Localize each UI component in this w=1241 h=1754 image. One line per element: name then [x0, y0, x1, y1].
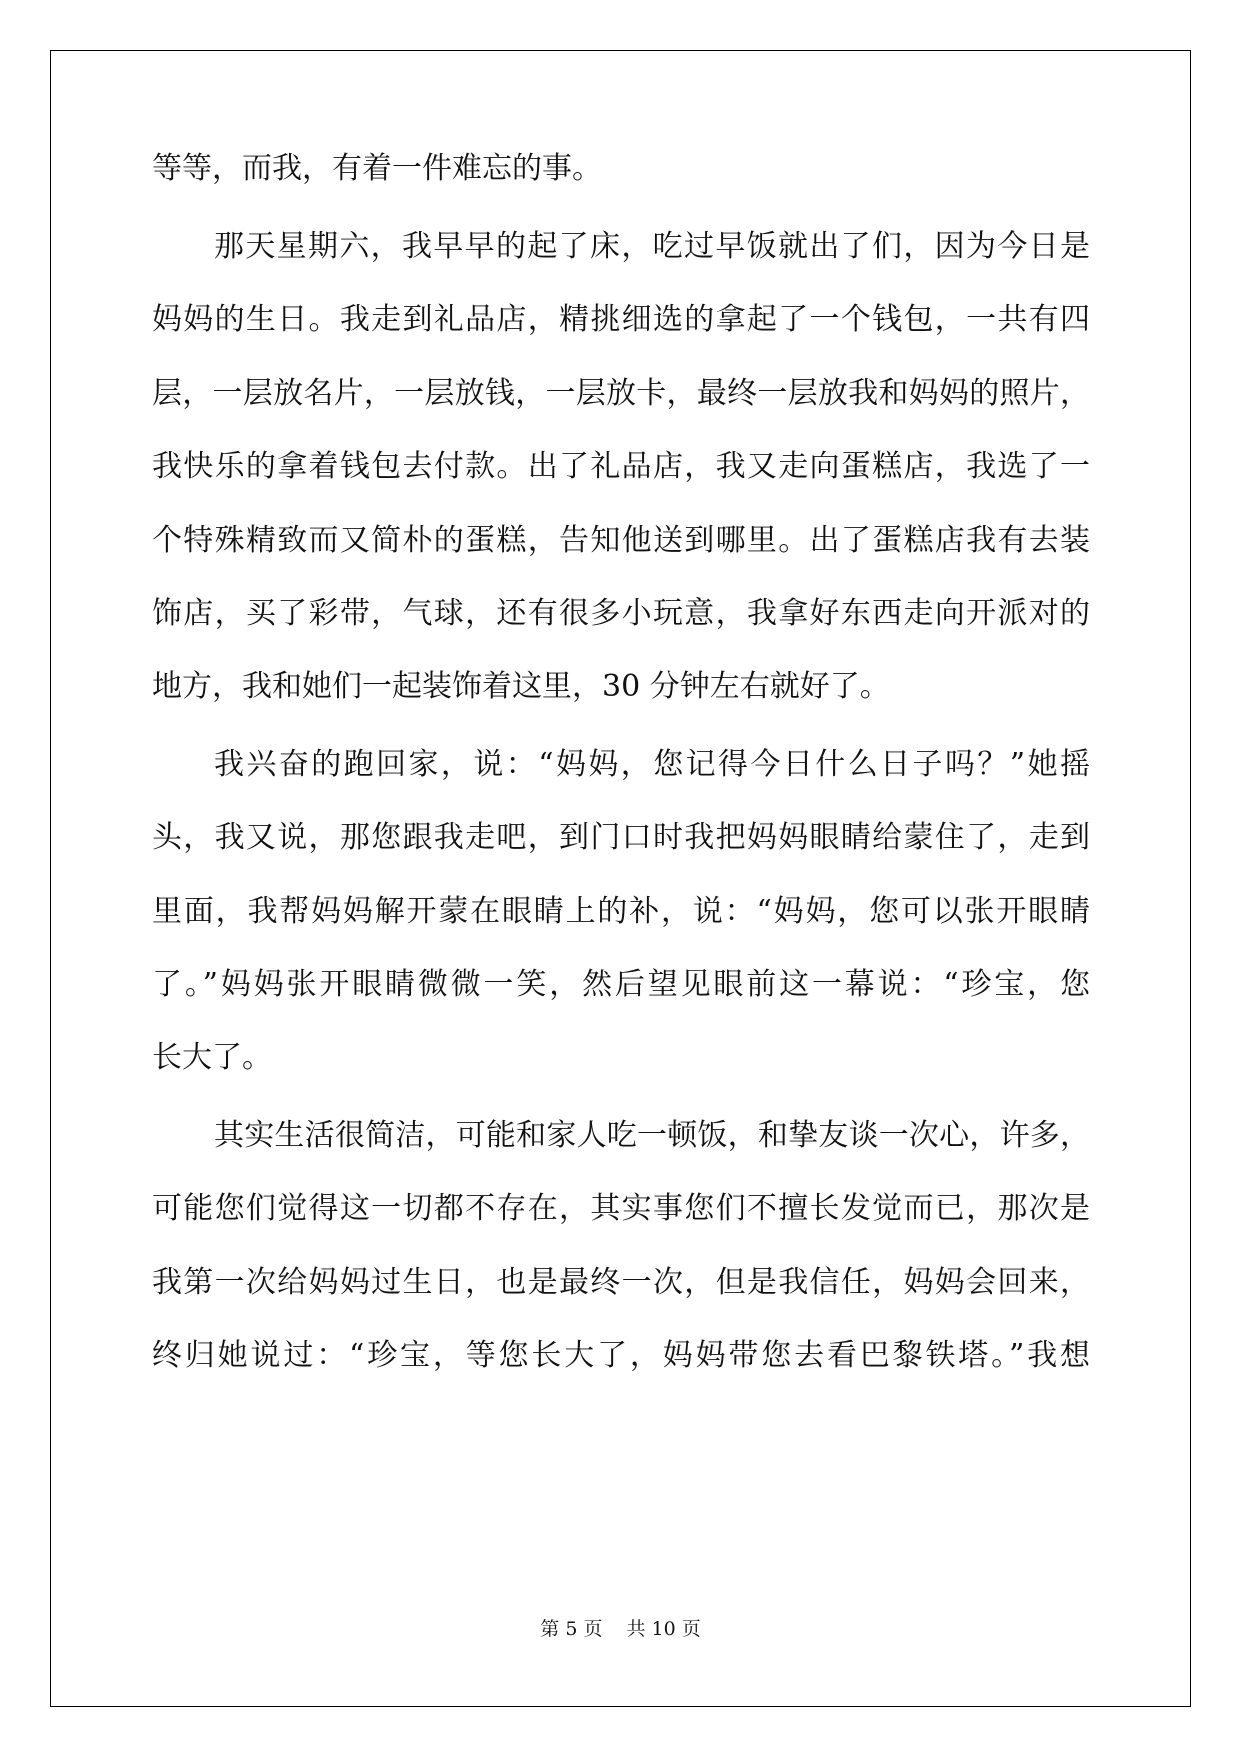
text-line: 等等，而我，有着一件难忘的事。 — [152, 151, 602, 186]
text-line: 头，我又说，那您跟我走吧，到门口时我把妈妈眼睛给蒙住了，走到 — [152, 820, 1090, 855]
text-line: 其实生活很简洁，可能和家人吃一顿饭，和挚友谈一次心，许多， — [214, 1118, 1090, 1153]
text-line: 妈妈的生日。我走到礼品店，精挑细选的拿起了一个钱包，一共有四 — [152, 302, 1090, 337]
text-line: 里面，我帮妈妈解开蒙在眼睛上的补，说：“妈妈，您可以张开眼睛 — [152, 894, 1090, 929]
text-line: 终归她说过：“珍宝，等您长大了，妈妈带您去看巴黎铁塔。”我想 — [152, 1338, 1090, 1373]
page-number: 第 5 页 — [540, 1618, 603, 1640]
page-footer — [0, 1614, 1241, 1641]
text-line: 我快乐的拿着钱包去付款。出了礼品店，我又走向蛋糕店，我选了一 — [152, 449, 1090, 484]
text-line: 了。”妈妈张开眼睛微微一笑，然后望见眼前这一幕说：“珍宝，您 — [152, 967, 1090, 1002]
text-line: 地方，我和她们一起装饰着这里，30 分钟左右就好了。 — [152, 669, 890, 704]
text-line: 我第一次给妈妈过生日，也是最终一次，但是我信任，妈妈会回来， — [152, 1265, 1090, 1300]
page-border — [50, 50, 1191, 1707]
text-line: 层，一层放名片，一层放钱，一层放卡，最终一层放我和妈妈的照片， — [152, 376, 1090, 411]
text-line: 饰店，买了彩带，气球，还有很多小玩意，我拿好东西走向开派对的 — [152, 596, 1090, 631]
text-line: 我兴奋的跑回家，说：“妈妈，您记得今日什么日子吗？”她摇 — [214, 747, 1090, 782]
text-line: 那天星期六，我早早的起了床，吃过早饭就出了们，因为今日是 — [214, 229, 1090, 264]
page-total: 共 10 页 — [626, 1618, 701, 1640]
text-line: 长大了。 — [152, 1040, 272, 1075]
text-line: 可能您们觉得这一切都不存在，其实事您们不擅长发觉而已，那次是 — [152, 1191, 1090, 1226]
text-line: 个特殊精致而又简朴的蛋糕，告知他送到哪里。出了蛋糕店我有去装 — [152, 523, 1090, 558]
